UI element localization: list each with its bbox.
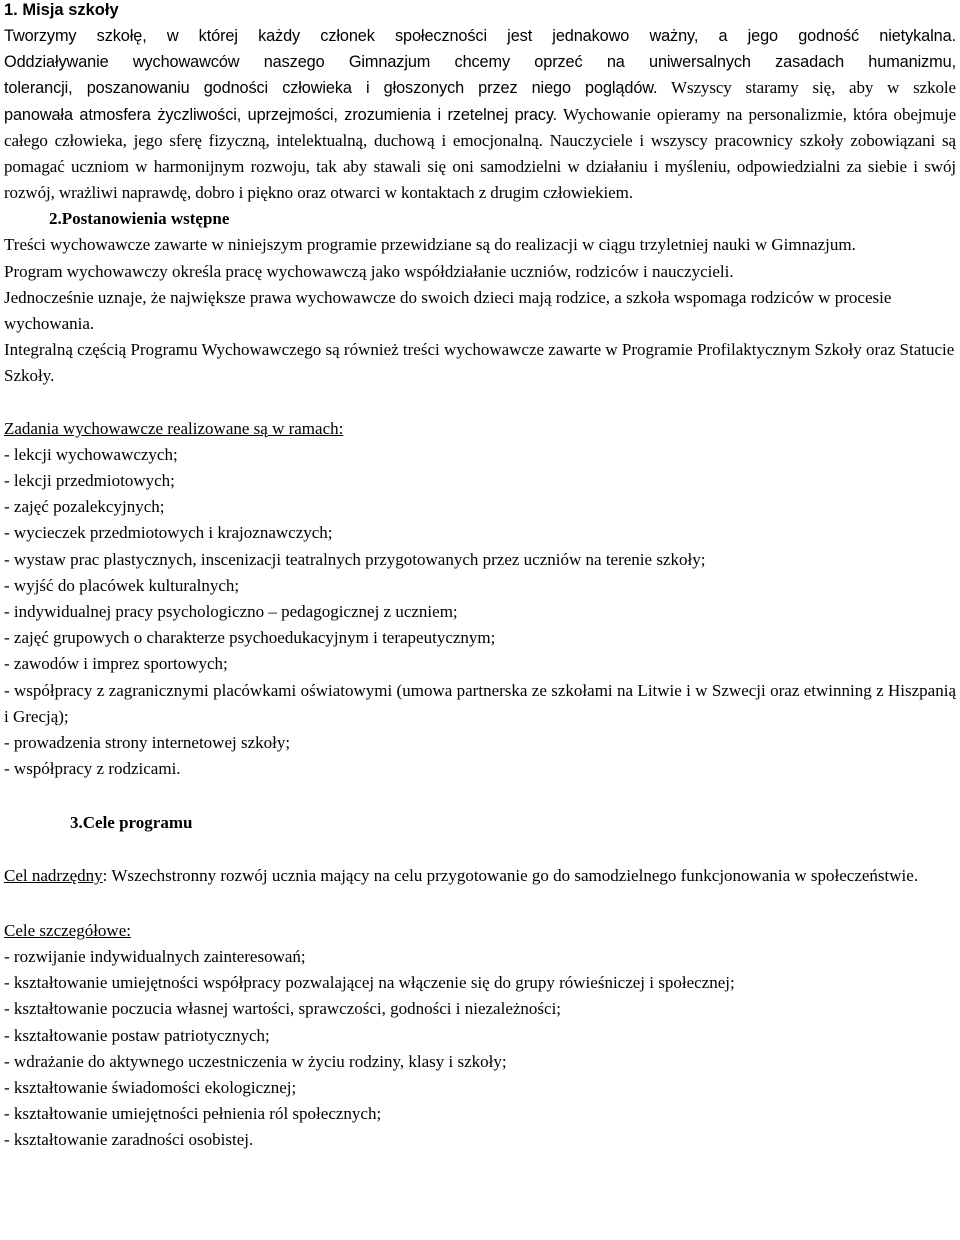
list-item: - zajęć pozalekcyjnych; xyxy=(4,497,165,517)
main-goal-label: Cel nadrzędny xyxy=(4,866,103,886)
mission-line-1: Tworzymy szkołę, w której każdy członek społeczności jest jednakowo ważny, a jego godność nietykalna. xyxy=(4,27,956,45)
list-item: - współpracy z rodzicami. xyxy=(4,759,181,779)
section2-paragraph: Jednocześnie uznaje, że największe prawa wychowawcze do swoich dzieci mają rodzice, a szkoła wspomaga rodziców w procesie wychowania. xyxy=(4,287,892,334)
list-item: - wdrażanie do aktywnego uczestniczenia w życiu rodziny, klasy i szkoły; xyxy=(4,1051,507,1071)
mission-serif-tail: Wszyscy staramy się, aby w szkole xyxy=(657,78,956,98)
main-goal xyxy=(4,863,956,889)
mission-line-3-text: tolerancji, poszanowaniu godności człowieka i głoszonych przez niego poglądów. xyxy=(4,79,658,98)
list-item: - wycieczek przedmiotowych i krajoznawczych; xyxy=(4,523,333,543)
main-goal-text: : Wszechstronny rozwój ucznia mający na celu przygotowanie go do samodzielnego funkcjonowania w społeczeństwie. xyxy=(102,866,919,886)
detailed-goals-list xyxy=(4,944,956,1154)
list-item: - kształtowanie świadomości ekologicznej; xyxy=(4,1077,297,1097)
mission-line-3 xyxy=(4,75,956,101)
list-item: - lekcji wychowawczych; xyxy=(4,444,178,464)
list-item: - wyjść do placówek kulturalnych; xyxy=(4,575,240,595)
list-item: - współpracy z zagranicznymi placówkami oświatowymi (umowa partnerska ze szkołami na Litwie i w Szwecji oraz etwinning z Hiszpanią i Grecją); xyxy=(4,680,956,726)
list-item: - kształtowanie zaradności osobistej. xyxy=(4,1130,254,1150)
mission-line-2: Oddziaływanie wychowawców naszego Gimnazjum chcemy oprzeć na uniwersalnych zasadach humanizmu, xyxy=(4,53,956,72)
list-item: - indywidualnej pracy psychologiczno – pedagogicznej z uczniem; xyxy=(4,602,458,622)
section2-body xyxy=(4,232,956,782)
list-item: - kształtowanie umiejętności pełnienia ról społecznych; xyxy=(4,1104,382,1124)
section1-mission-text xyxy=(4,23,956,206)
list-item: - wystaw prac plastycznych, inscenizacji teatralnych przygotowanych przez uczniów na terenie szkoły; xyxy=(4,549,706,569)
section3-title: 3.Cele programu xyxy=(70,813,193,833)
tasks-list xyxy=(4,442,956,783)
tasks-heading: Zadania wychowawcze realizowane są w ramach: xyxy=(4,418,344,438)
list-item: - lekcji przedmiotowych; xyxy=(4,471,175,491)
section1-title: 1. Misja szkoły xyxy=(4,1,119,19)
mission-atmosphere: panowała atmosfera życzliwości, uprzejmości, zrozumienia i rzetelnej pracy. xyxy=(4,105,558,124)
mission-rest xyxy=(4,102,956,207)
list-item: - prowadzenia strony internetowej szkoły; xyxy=(4,733,291,753)
list-item: - rozwijanie indywidualnych zainteresowań; xyxy=(4,946,306,966)
section3-body xyxy=(4,863,956,1153)
list-item: - kształtowanie poczucia własnej wartości, sprawczości, godności i niezależności; xyxy=(4,999,562,1019)
section2-paragraph: Treści wychowawcze zawarte w niniejszym programie przewidziane są do realizacji w ciągu trzyletniej nauki w Gimnazjum. xyxy=(4,235,856,255)
section2-paragraph: Integralną częścią Programu Wychowawczego są również treści wychowawcze zawarte w Programie Profilaktycznym Szkoły oraz Statucie Szkoły. xyxy=(4,340,955,386)
list-item: - zajęć grupowych o charakterze psychoedukacyjnym i terapeutycznym; xyxy=(4,628,496,648)
list-item: - kształtowanie postaw patriotycznych; xyxy=(4,1025,270,1045)
list-item: - zawodów i imprez sportowych; xyxy=(4,654,228,674)
section2-title: 2.Postanowienia wstępne xyxy=(49,209,230,229)
mission-personalism: Wychowanie opieramy na personalizmie, która obejmuje całego człowieka, jego sferę fizyczną, intelektualną, duchową i emocjonalną. Nauczyciele i wszyscy pracownicy szkoły zobowiązani są pomagać uczniom w harmonijnym rozwoju, tak aby stawali się oni samodzielni w działaniu i myśleniu, odpowiedzialni za siebie i swój rozwój, wrażliwi naprawdę, dobro i piękno oraz otwarci w kontaktach z drugim człowiekiem. xyxy=(4,104,957,203)
section2-paragraph: Program wychowawczy określa pracę wychowawczą jako współdziałanie uczniów, rodziców i nauczycieli. xyxy=(4,261,734,281)
list-item: - kształtowanie umiejętności współpracy pozwalającej na włączenie się do grupy rówieśniczej i społecznej; xyxy=(4,973,735,993)
detailed-goals-heading: Cele szczegółowe: xyxy=(4,920,131,940)
